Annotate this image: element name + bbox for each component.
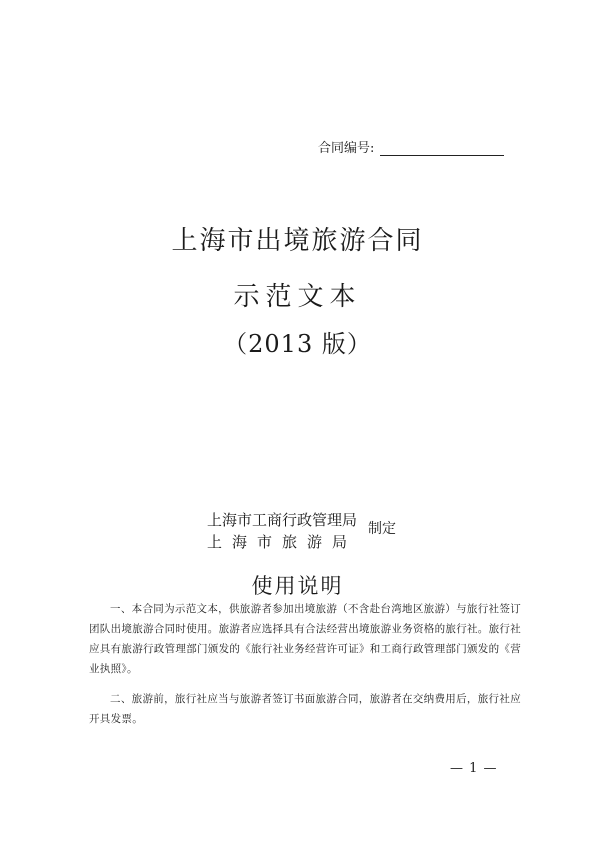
- document-title: 上海市出境旅游合同: [171, 226, 424, 256]
- contract-number-label: 合同编号:: [318, 141, 375, 156]
- instructions-paragraph-1: 一、本合同为示范文本，供旅游者参加出境旅游（不含赴台湾地区旅游）与旅行社签订团队出境旅游合同时使用。旅游者应选择具有合法经营出境旅游业务资格的旅行社。旅行社应具有旅游行政管理部门颁发的《旅行社业务经营许可证》和工商行政管理部门颁发的《营业执照》。: [89, 603, 521, 675]
- page-number: — 1 —: [450, 761, 498, 776]
- instructions-paragraph-2: 二、旅游前，旅行社应当与旅游者签订书面旅游合同，旅游者在交纳费用后，旅行社应开具发票。: [89, 693, 521, 725]
- issuer-name-1: 上海市工商行政管理局: [207, 511, 358, 529]
- contract-number-blank-line: [380, 141, 504, 156]
- issuer-block: [207, 509, 357, 553]
- issuer-suffix: 制定: [368, 521, 396, 537]
- document-edition: （2013 版）: [223, 330, 372, 358]
- contract-number-field: [318, 137, 504, 156]
- document-subtitle: 示范文本: [233, 282, 362, 312]
- instructions-heading: 使用说明: [251, 574, 344, 598]
- issuer-name-2: 上海市旅游局: [207, 533, 358, 551]
